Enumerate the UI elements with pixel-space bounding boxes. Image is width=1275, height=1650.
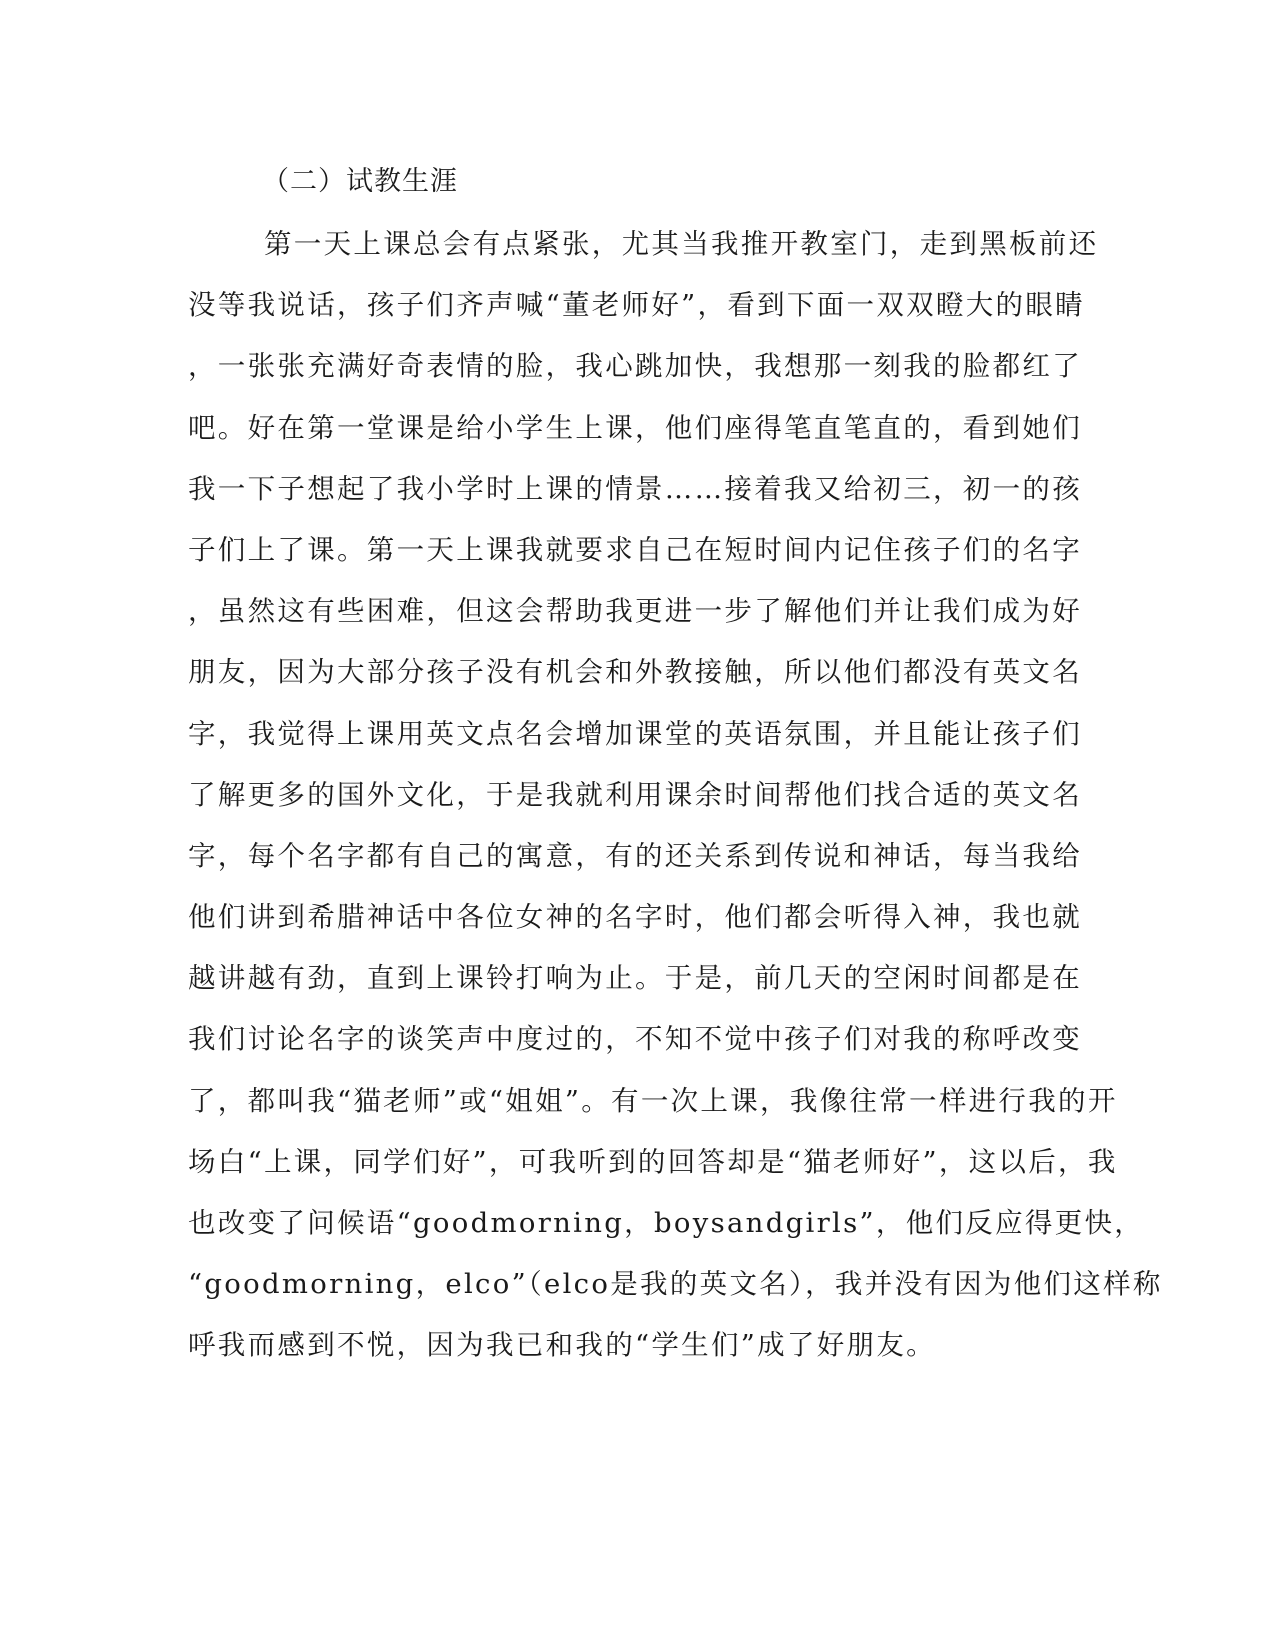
paragraph bbox=[188, 228, 1163, 1391]
paragraph-line: 字，每个名字都有自己的寓意，有的还关系到传说和神话，每当我给 bbox=[188, 839, 1082, 872]
paragraph-line: 他们讲到希腊神话中各位女神的名字时，他们都会听得入神，我也就 bbox=[188, 901, 1082, 934]
paragraph-line: 场白“上课，同学们好”，可我听到的回答却是“猫老师好”，这以后，我 bbox=[188, 1145, 1118, 1178]
paragraph-line: 越讲越有劲，直到上课铃打响为止。于是，前几天的空闲时间都是在 bbox=[188, 962, 1082, 995]
section-heading: （二）试教生涯 bbox=[262, 166, 458, 197]
paragraph-line: “goodmorning，elco”（elco是我的英文名），我并没有因为他们这样称 bbox=[188, 1268, 1163, 1301]
paragraph-line: 吧。好在第一堂课是给小学生上课，他们座得笔直笔直的，看到她们 bbox=[188, 411, 1082, 444]
paragraph-line: 我们讨论名字的谈笑声中度过的，不知不觉中孩子们对我的称呼改变 bbox=[188, 1023, 1082, 1056]
paragraph-line: 了解更多的国外文化，于是我就利用课余时间帮他们找合适的英文名 bbox=[188, 778, 1082, 811]
paragraph-line: ，虽然这有些困难，但这会帮助我更进一步了解他们并让我们成为好 bbox=[188, 595, 1082, 628]
paragraph-line: 子们上了课。第一天上课我就要求自己在短时间内记住孩子们的名字 bbox=[188, 533, 1082, 566]
paragraph-line: ，一张张充满好奇表情的脸，我心跳加快，我想那一刻我的脸都红了 bbox=[188, 350, 1082, 383]
paragraph-line: 第一天上课总会有点紧张，尤其当我推开教室门，走到黑板前还 bbox=[264, 228, 1099, 260]
paragraph-line: 字，我觉得上课用英文点名会增加课堂的英语氛围，并且能让孩子们 bbox=[188, 717, 1082, 750]
paragraph-line: 没等我说话，孩子们齐声喊“董老师好”，看到下面一双双瞪大的眼睛 bbox=[188, 289, 1085, 322]
paragraph-line: 也改变了问候语“goodmorning，boysandgirls”，他们反应得更快， bbox=[188, 1207, 1145, 1239]
paragraph-line: 我一下子想起了我小学时上课的情景……接着我又给初三，初一的孩 bbox=[188, 472, 1082, 505]
paragraph-line: 朋友，因为大部分孩子没有机会和外教接触，所以他们都没有英文名 bbox=[188, 656, 1082, 689]
paragraph-line: 呼我而感到不悦，因为我已和我的“学生们”成了好朋友。 bbox=[188, 1329, 936, 1362]
paragraph-line: 了，都叫我“猫老师”或“姐姐”。有一次上课，我像往常一样进行我的开 bbox=[188, 1084, 1118, 1117]
